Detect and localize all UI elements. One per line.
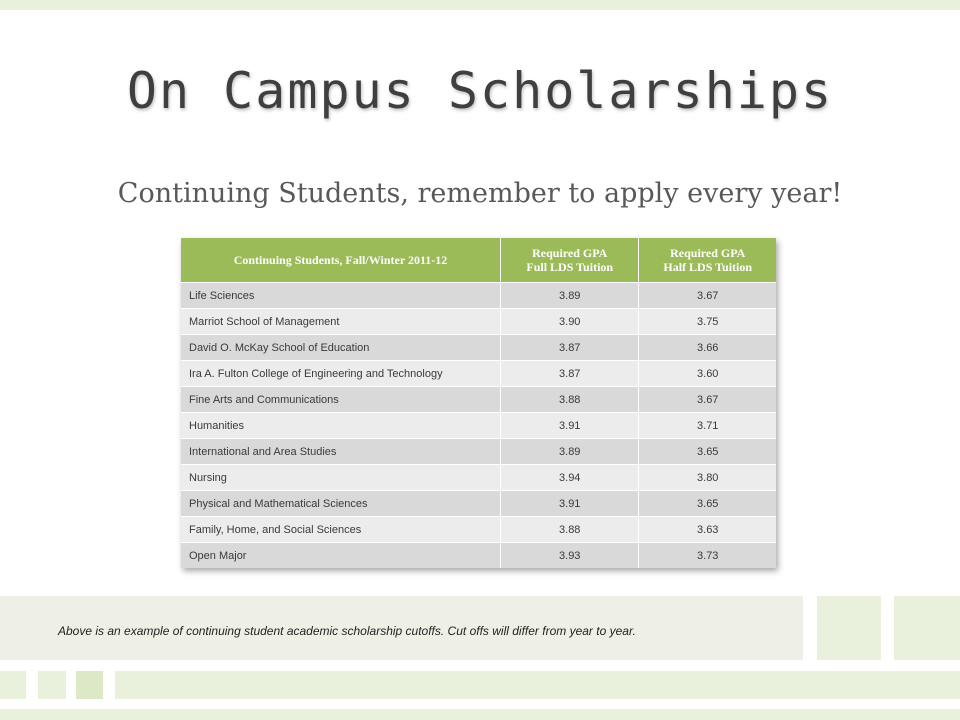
decor-square	[817, 596, 881, 660]
bottom-decor-bar	[115, 671, 960, 699]
header-half-tuition-gpa	[639, 238, 776, 283]
table-row	[181, 465, 776, 491]
college-cell: International and Area Studies	[181, 439, 501, 465]
header-full-line2: Full LDS Tuition	[526, 260, 614, 274]
half-gpa-cell: 3.71	[639, 413, 776, 439]
table-row	[181, 491, 776, 517]
table-header-row	[181, 238, 776, 283]
half-gpa-cell: 3.65	[639, 491, 776, 517]
slide-title: On Campus Scholarships	[126, 62, 834, 120]
college-cell: Humanities	[181, 413, 501, 439]
decor-square	[38, 671, 66, 699]
college-cell: Life Sciences	[181, 283, 501, 309]
college-cell: Ira A. Fulton College of Engineering and Technology	[181, 361, 501, 387]
table-row	[181, 387, 776, 413]
full-gpa-cell: 3.91	[501, 413, 639, 439]
slide-subtitle: Continuing Students, remember to apply every year!	[117, 178, 843, 209]
half-gpa-cell: 3.60	[639, 361, 776, 387]
half-gpa-cell: 3.67	[639, 387, 776, 413]
decor-square	[76, 671, 103, 699]
header-full-line1: Required GPA	[532, 246, 608, 260]
college-cell: Open Major	[181, 543, 501, 569]
scholarship-table-container	[181, 238, 776, 568]
scholarship-table	[181, 238, 776, 568]
half-gpa-cell: 3.67	[639, 283, 776, 309]
full-gpa-cell: 3.91	[501, 491, 639, 517]
college-cell: Family, Home, and Social Sciences	[181, 517, 501, 543]
college-cell: David O. McKay School of Education	[181, 335, 501, 361]
full-gpa-cell: 3.88	[501, 387, 639, 413]
college-cell: Nursing	[181, 465, 501, 491]
top-decor-band	[0, 0, 960, 10]
college-cell: Fine Arts and Communications	[181, 387, 501, 413]
table-row	[181, 517, 776, 543]
table-row	[181, 283, 776, 309]
table-row	[181, 543, 776, 569]
decor-square	[0, 671, 26, 699]
full-gpa-cell: 3.87	[501, 361, 639, 387]
half-gpa-cell: 3.66	[639, 335, 776, 361]
bottom-decor-band	[0, 709, 960, 720]
half-gpa-cell: 3.75	[639, 309, 776, 335]
table-row	[181, 439, 776, 465]
footnote: Above is an example of continuing student academic scholarship cutoffs. Cut offs will differ from year to year.	[58, 624, 636, 638]
full-gpa-cell: 3.89	[501, 283, 639, 309]
table-row	[181, 413, 776, 439]
header-half-line2: Half LDS Tuition	[663, 260, 753, 274]
half-gpa-cell: 3.65	[639, 439, 776, 465]
full-gpa-cell: 3.87	[501, 335, 639, 361]
half-gpa-cell: 3.63	[639, 517, 776, 543]
full-gpa-cell: 3.89	[501, 439, 639, 465]
college-cell: Marriot School of Management	[181, 309, 501, 335]
half-gpa-cell: 3.73	[639, 543, 776, 569]
full-gpa-cell: 3.94	[501, 465, 639, 491]
full-gpa-cell: 3.88	[501, 517, 639, 543]
header-full-tuition-gpa	[501, 238, 639, 283]
full-gpa-cell: 3.93	[501, 543, 639, 569]
full-gpa-cell: 3.90	[501, 309, 639, 335]
header-half-line1: Required GPA	[670, 246, 746, 260]
half-gpa-cell: 3.80	[639, 465, 776, 491]
decor-square	[894, 596, 960, 660]
table-row	[181, 309, 776, 335]
table-row	[181, 335, 776, 361]
header-college: Continuing Students, Fall/Winter 2011-12	[181, 238, 501, 283]
table-row	[181, 361, 776, 387]
college-cell: Physical and Mathematical Sciences	[181, 491, 501, 517]
